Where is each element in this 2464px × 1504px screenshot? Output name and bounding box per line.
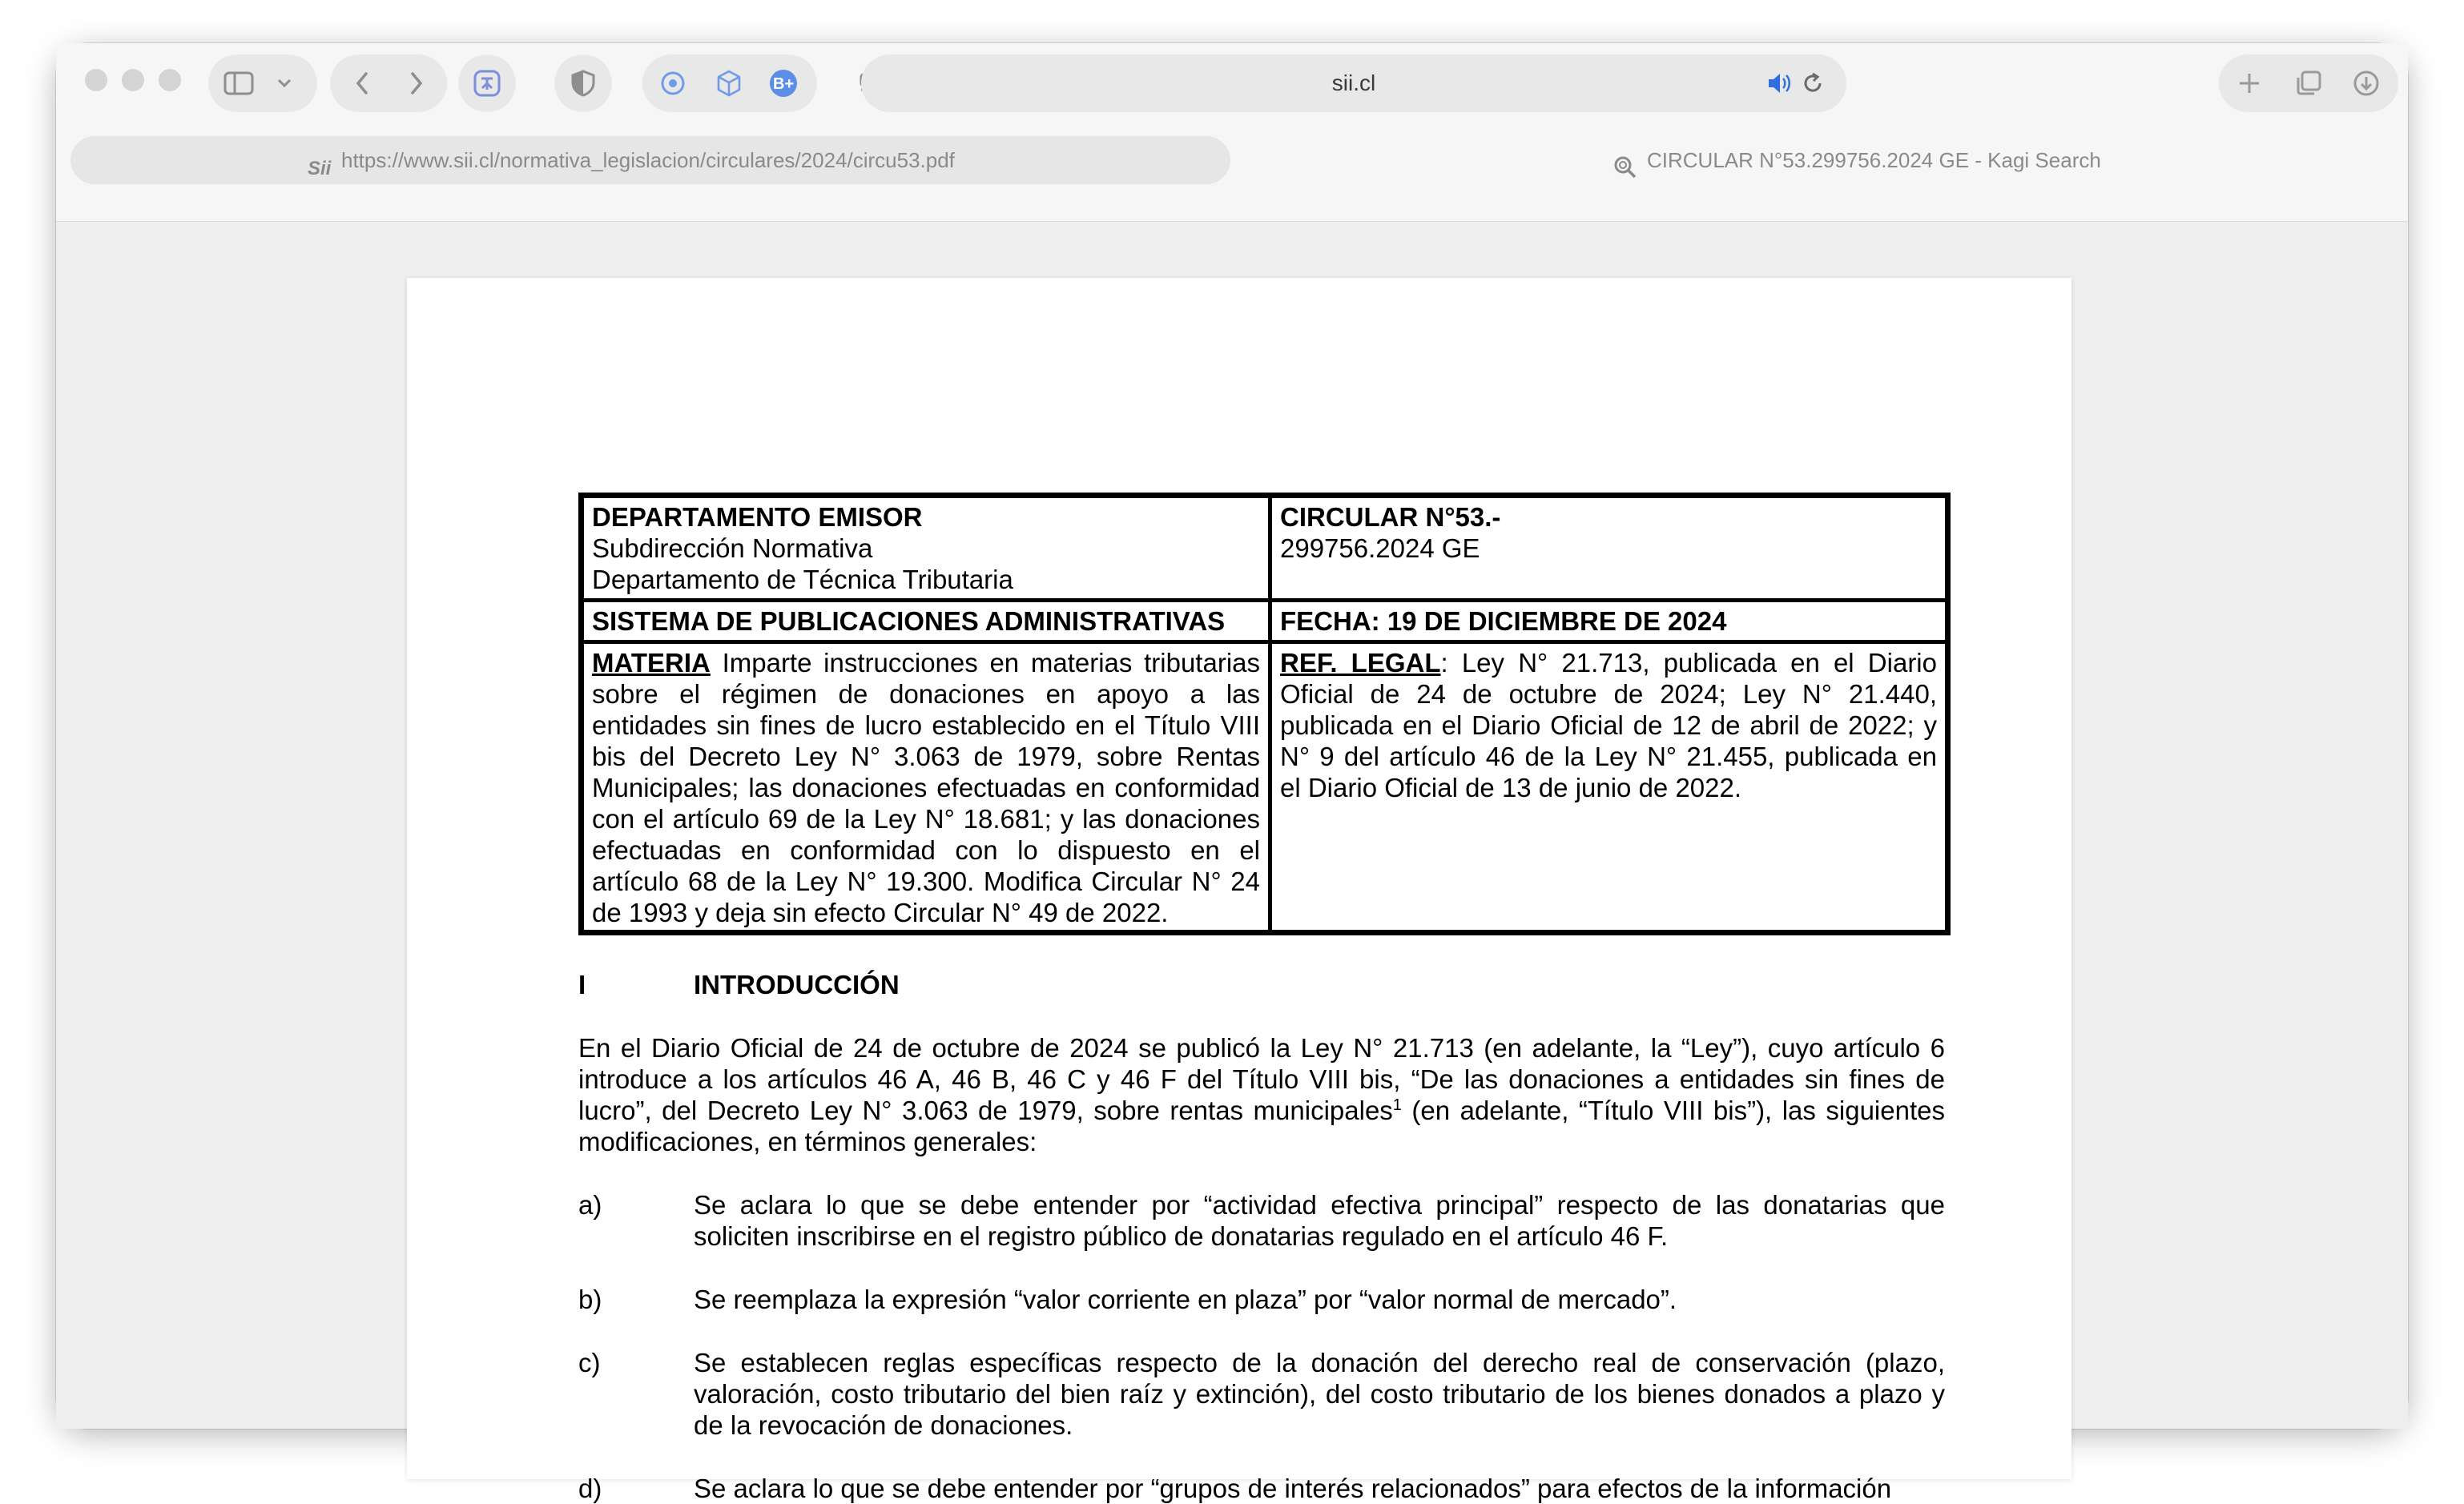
privacy-shield-button[interactable]: [554, 54, 612, 112]
materia-text: Imparte instrucciones en materias tributarias sobre el régimen de donaciones en apoyo a las entidades sin fines de lucro establecido en el Título VIII bis del Decreto Ley N° 3.063 de 1979, sobre Rentas Municipales; las donaciones efectuadas en conformidad con el artículo 69 de la Ley N° 18.681; y las donaciones efectuadas en conformidad con lo dispuesto en el artículo 68 de la Ley N° 19.300. Modifica Circular N° 24 de 1993 y deja sin efecto Circular N° 49 de 2022.: [592, 648, 1260, 927]
close-window-button[interactable]: [85, 69, 107, 91]
document-body: [578, 493, 1945, 1504]
reload-icon[interactable]: [1798, 69, 1827, 98]
list-item: [578, 1189, 1945, 1252]
circular-number: 299756.2024 GE: [1280, 533, 1480, 563]
section-title: INTRODUCCIÓN: [694, 970, 900, 999]
system-cell: SISTEMA DE PUBLICACIONES ADMINISTRATIVAS: [582, 601, 1270, 642]
ref-legal-label: REF. LEGAL: [1280, 648, 1441, 678]
department-line: Subdirección Normativa: [592, 533, 873, 563]
list-item-label: b): [578, 1285, 602, 1314]
browser-window: [56, 43, 2408, 1503]
zoom-window-button[interactable]: [159, 69, 181, 91]
window-actions-group: [2219, 54, 2398, 112]
minimize-window-button[interactable]: [122, 69, 144, 91]
speaker-icon[interactable]: [1765, 69, 1794, 98]
materia-label: MATERIA: [592, 648, 711, 678]
ref-legal-text: : Ley N° 21.713, publicada en el Diario Oficial de 24 de octubre de 2024; Ley N° 21.440, publicada en el Diario Oficial de 12 de abril de 2022; y N° 9 del artículo 46 de la Ley N° 21.455, publicada en el Diario Oficial de 13 de junio de 2022.: [1280, 648, 1937, 802]
intro-text: (en adelante, “Título VIII bis”), las siguientes modificaciones, en términos generales:: [578, 1096, 1945, 1156]
translate-extension-button[interactable]: [458, 54, 516, 112]
address-text: sii.cl: [1331, 70, 1376, 95]
header-table: [578, 493, 1951, 935]
footnote-marker[interactable]: 1: [1392, 1096, 1402, 1114]
shield-icon: [567, 67, 599, 99]
translate-icon: [471, 67, 503, 99]
kagi-search-icon: [1613, 148, 1637, 172]
list-item: [578, 1347, 1945, 1441]
tab-label: https://www.sii.cl/normativa_legislacion/circulares/2024/circu53.pdf: [341, 148, 955, 172]
list-item: [578, 1284, 1945, 1315]
tab-overview-icon[interactable]: [2293, 67, 2325, 99]
materia-cell: [582, 642, 1270, 933]
department-cell: [582, 496, 1270, 601]
circular-cell: [1270, 496, 1948, 601]
list-item-text: Se reemplaza la expresión “valor corriente en plaza” por “valor normal de mercado”.: [694, 1285, 1677, 1314]
browser-toolbar: [56, 43, 2408, 127]
extensions-group: [642, 54, 817, 112]
forward-arrow-icon[interactable]: [401, 67, 433, 99]
new-tab-plus-icon[interactable]: [2233, 67, 2265, 99]
department-heading: DEPARTAMENTO EMISOR: [592, 502, 923, 532]
list-item-label: c): [578, 1348, 601, 1377]
list-item: [578, 1473, 1945, 1504]
back-arrow-icon[interactable]: [346, 67, 378, 99]
intro-paragraph: [578, 1032, 1945, 1157]
tab-bar: [56, 127, 2408, 222]
ref-legal-cell: [1270, 642, 1948, 933]
pdf-page: [407, 278, 2071, 1503]
department-line: Departamento de Técnica Tributaria: [592, 565, 1013, 594]
section-heading: [578, 969, 1945, 1000]
address-bar[interactable]: [861, 54, 1846, 112]
sidebar-button[interactable]: [208, 54, 317, 112]
list-item-text: Se aclara lo que se debe entender por “actividad efectiva principal” respecto de las donatarias que soliciten inscribirse en el registro público de donatarias regulado en el artículo 46 F.: [694, 1190, 1945, 1251]
circular-heading: CIRCULAR N°53.-: [1280, 502, 1501, 532]
chevron-down-icon: [272, 70, 296, 96]
section-number: I: [578, 970, 586, 999]
back-forward-group: [330, 54, 447, 112]
list-item-label: d): [578, 1474, 602, 1503]
list-item-text: Se establecen reglas específicas respecto de la donación del derecho real de conservación (plazo, valoración, costo tributario del bien raíz y extinción), del costo tributario de los bienes donados a plazo y de la revocación de donaciones.: [694, 1348, 1945, 1440]
tab-kagi-search[interactable]: [1230, 136, 2389, 184]
sii-logo-icon: [308, 148, 332, 179]
pdf-viewer[interactable]: [56, 222, 2408, 1503]
svg-text:B+: B+: [772, 75, 795, 93]
intro-text: En el Diario Oficial de 24 de octubre de 2024 se publicó la Ley N° 21.713 (en adelante, la “Ley”), cuyo artículo 6 introduce a los artículos 46 A, 46 B, 46 C y 46 F del Título VIII bis, “De las donaciones a entidades sin fines de lucro”, del Decreto Ley N° 3.063 de 1979, sobre rentas municipales: [578, 1033, 1945, 1125]
cube-extension-icon[interactable]: [713, 67, 745, 99]
list-item-text: Se aclara lo que se debe entender por “grupos de interés relacionados” para efectos de la información: [694, 1474, 1892, 1503]
sidebar-icon: [223, 67, 255, 99]
downloads-icon[interactable]: [2350, 67, 2382, 99]
date-cell: FECHA: 19 DE DICIEMBRE DE 2024: [1270, 601, 1948, 642]
bplus-extension-icon[interactable]: [767, 67, 799, 99]
list-item-label: a): [578, 1190, 602, 1220]
refresh-extension-icon[interactable]: [657, 67, 689, 99]
tab-label: CIRCULAR N°53.299756.2024 GE - Kagi Search: [1647, 148, 2101, 172]
svg-text:Sii: Sii: [308, 158, 332, 179]
tab-sii-pdf[interactable]: [70, 136, 1230, 184]
